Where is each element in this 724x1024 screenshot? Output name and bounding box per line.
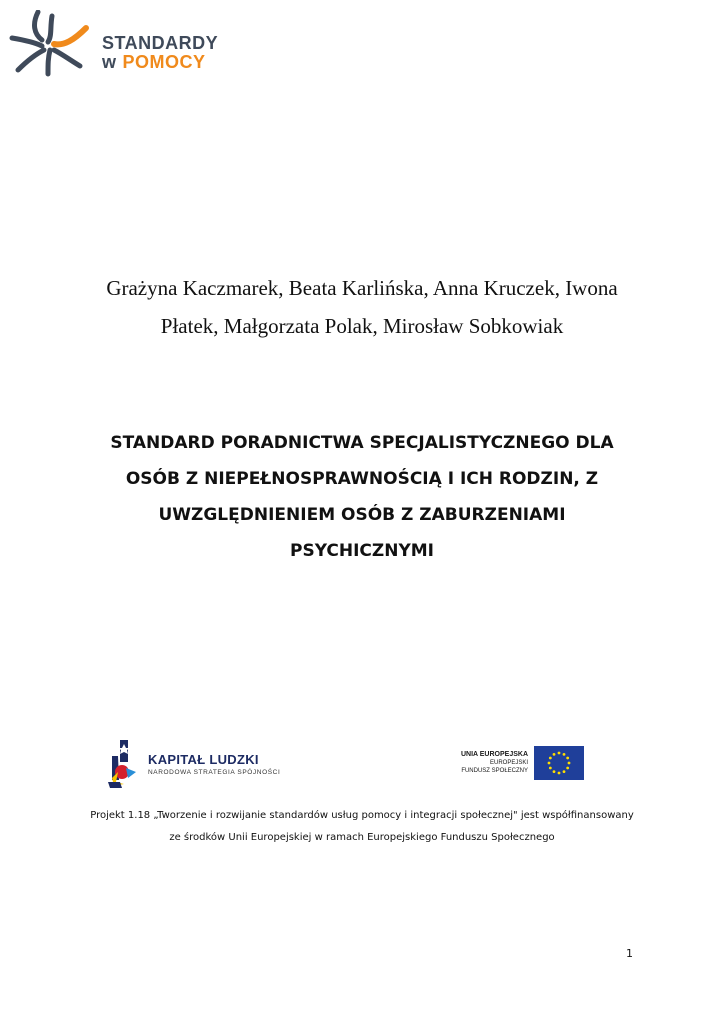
eu-star-icon	[548, 762, 551, 765]
document-title	[60, 425, 664, 569]
unia-europejska-logo	[452, 746, 584, 782]
eu-star-icon	[563, 770, 566, 773]
project-note-line-1: Projekt 1.18 „Tworzenie i rozwijanie standardów usług pomocy i integracji społecznej" jest współfinansowany	[90, 810, 634, 821]
eu-star-icon	[553, 753, 556, 756]
eu-line-1: UNIA EUROPEJSKA	[460, 751, 528, 758]
title-line-4: PSYCHICZNYMI	[289, 541, 435, 561]
eu-star-icon	[558, 752, 561, 755]
eu-star-icon	[558, 772, 561, 775]
eu-star-icon	[566, 767, 569, 770]
brand-w: w	[102, 52, 117, 72]
authors-line-2: Płatek, Małgorzata Polak, Mirosław Sobkowiak	[160, 314, 564, 338]
standardy-w-pomocy-logo	[8, 10, 228, 80]
title-line-2: OSÓB Z NIEPEŁNOSPRAWNOŚCIĄ I ICH RODZIN, Z	[125, 469, 599, 489]
eu-star-icon	[553, 770, 556, 773]
brand-pomocy: POMOCY	[122, 52, 206, 72]
brand-name-line2	[102, 52, 206, 73]
eu-star-icon	[549, 767, 552, 770]
eu-star-icon	[549, 757, 552, 760]
kapital-ludzki-name: KAPITAŁ LUDZKI	[148, 752, 259, 767]
eu-line-3: FUNDUSZ SPOŁECZNY	[461, 768, 528, 774]
eu-star-icon	[563, 753, 566, 756]
standardy-logo-mark-icon	[8, 10, 94, 78]
kapital-ludzki-subtitle: NARODOWA STRATEGIA SPÓJNOŚCI	[148, 769, 281, 776]
eu-line-2: EUROPEJSKI	[489, 760, 528, 766]
eu-text-block	[461, 750, 528, 775]
title-line-1: STANDARD PORADNICTWA SPECJALISTYCZNEGO DLA	[110, 433, 614, 453]
kapital-ludzki-logo	[106, 738, 281, 790]
kapital-ludzki-star-icon	[106, 738, 142, 790]
page-number: 1	[626, 947, 633, 960]
authors-line-1: Grażyna Kaczmarek, Beata Karlińska, Anna Kruczek, Iwona	[106, 276, 618, 300]
title-line-3: UWZGLĘDNIENIEM OSÓB Z ZABURZENIAMI	[158, 505, 566, 525]
project-note-line-2: ze środków Unii Europejskiej w ramach Europejskiego Funduszu Społecznego	[169, 832, 555, 843]
eu-star-icon	[568, 762, 571, 765]
project-funding-note	[60, 805, 664, 849]
eu-flag-icon	[534, 746, 584, 780]
eu-star-icon	[566, 757, 569, 760]
brand-name-line1: STANDARDY	[102, 33, 219, 53]
authors	[80, 270, 644, 344]
